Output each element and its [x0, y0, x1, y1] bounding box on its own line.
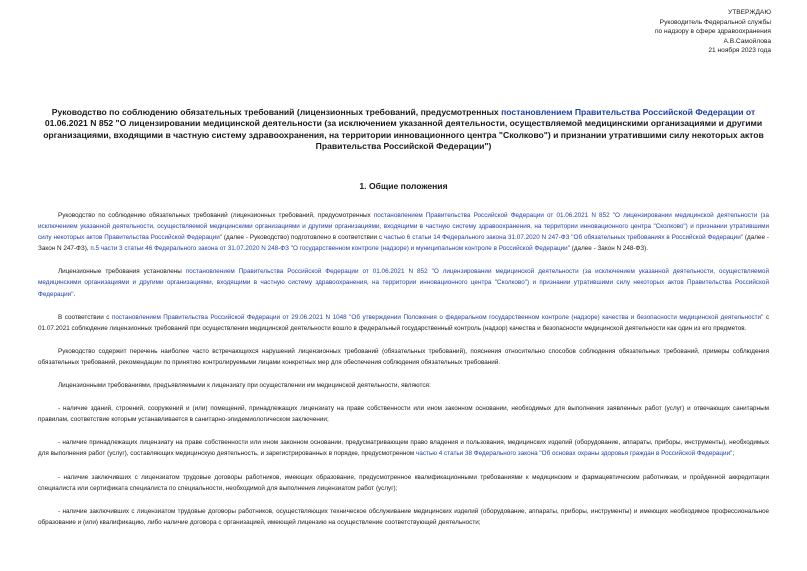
paragraph	[38, 437, 769, 459]
law-link[interactable]: постановлением Правительства Российской Федерации от 29.06.2021 N 1048 "Об утверждении Положения о федеральном государственном контроле (надзоре) качества и безопасности медицинской деятельности"	[111, 313, 764, 321]
paragraph-text: (далее - Закон N 247-ФЗ),	[38, 234, 769, 253]
paragraph: - наличие заключивших с лицензиатом трудовые договоры работников, осуществляющих техническое обслуживание медицинских изделий (оборудование, аппараты, приборы, инструменты) и имеющих необходимое профессиональное образование и (или) квалификацию, либо наличие договора с организацией, имеющей лицензию на осуществление соответствующей деятельности;	[38, 507, 769, 526]
paragraph: - наличие зданий, строений, сооружений и (или) помещений, принадлежащих лицензиату на праве собственности или ином законном основании, необходимых для выполнения заявленных работ (услуг) и отвечающих санитарным правилам, соответствие которым устанавливается в санитарно-эпидемиологическом заключении;	[38, 405, 769, 424]
approval-line: Руководитель Федеральной службы	[659, 18, 771, 26]
paragraph: - наличие заключивших с лицензиатом трудовые договоры работников, имеющих образование, предусмотренное квалификационными требованиями к медицинским и фармацевтическим работникам, и пройденной аккредитации специалиста или сертификата специалиста по специальности, необходимой для выполнения лицензиатом работ (услуг);	[38, 473, 769, 492]
law-link[interactable]: постановлением Правительства Российской Федерации от 01.06.2021 N 852 "О лицензировании медицинской деятельности (за исключением указанной деятельности, осуществляемой медицинскими организациями и другими организациями, входящими в частную систему здравоохранения, на территории инновационного центра "Сколково") и признании утратившими силу некоторых актов Правительства Российской Федерации"	[38, 268, 769, 298]
paragraph	[38, 266, 769, 299]
title-text: 01.06.2021 N 852 "О лицензировании медицинской деятельности (за исключением указанной деятельности, осуществляемой медицинскими организациями и другими организациями, входящими в частную систему здравоохранения, на территории инновационного центра "Сколково") и признании утратившими силу некоторых актов Правительства Российской Федерации")	[43, 118, 764, 152]
paragraph-text: Лицензионные требования установлены	[58, 268, 186, 276]
law-link[interactable]: постановлением Правительства Российской Федерации от 01.06.2021 N 852 "О лицензировании медицинской деятельности (за исключением указанной деятельности, осуществляемой медицинскими организациями и другими организациями, входящими в частную систему здравоохранения, на территории инновационного центра "Сколково") и признании утратившими силу некоторых актов Правительства Российской Федерации"	[38, 212, 769, 242]
document-title	[40, 107, 767, 153]
document-body	[38, 210, 769, 540]
law-link[interactable]: частью 4 статьи 38 Федерального закона "Об основах охраны здоровья граждан в Российской Федерации"	[416, 450, 733, 458]
paragraph: Руководство содержит перечень наиболее часто встречающихся нарушений лицензионных требований (обязательных требований), пояснения относительно способов соблюдения обязательных требований, примеры соблюдения обязательных требований, рекомендации по принятию контролируемыми лицами конкретных мер для обеспечения соблюдения обязательных требований.	[38, 347, 769, 366]
paragraph	[38, 312, 769, 334]
title-text: Руководство по соблюдению обязательных требований (лицензионных требований, предусмотренных	[51, 107, 502, 117]
law-link[interactable]: п.5 части 3 статьи 46 Федерального закона от 31.07.2020 N 248-ФЗ "О государственном контроле (надзоре) и муниципальном контроле в Российской Федерации"	[90, 245, 570, 253]
approval-line: по надзору в сфере здравоохранения	[654, 28, 771, 36]
paragraph-text: - наличие принадлежащих лицензиату на праве собственности или ином законном основании, предусматривающем право владения и пользования, медицинских изделий (оборудование, аппараты, приборы, инструменты), необходимых для выполнения работ (услуг), составляющих медицинскую деятельность, и зарегистрированных в порядке, предусмотренном	[38, 439, 769, 458]
paragraph-text: (далее - Руководство) подготовлено в соответствии с	[222, 234, 384, 242]
paragraph	[38, 210, 769, 254]
paragraph-text: В соответствии с	[58, 313, 112, 321]
approval-line: А.В.Самойлова	[723, 37, 771, 45]
law-link[interactable]: частью 6 статьи 14 Федерального закона 31.07.2020 N 247-ФЗ "Об обязательных требованиях в Российской Федерации"	[383, 234, 744, 242]
paragraph-text: (далее - Закон N 248-ФЗ).	[569, 245, 649, 253]
title-link[interactable]: постановлением Правительства Российской Федерации от	[501, 107, 756, 117]
paragraph-text: ;	[732, 450, 735, 458]
approval-block	[571, 8, 771, 56]
paragraph-text: с 01.07.2021 соблюдение лицензионных требований при осуществлении медицинской деятельности вошло в федеральный государственный контроль (надзор) качества и безопасности медицинской деятельности как один из его предметов.	[38, 313, 769, 332]
approval-line: 21 ноября 2023 года	[708, 47, 771, 55]
paragraph-text: Руководство по соблюдению обязательных требований (лицензионных требований, предусмотренных	[58, 212, 374, 219]
approval-line: УТВЕРЖДАЮ	[728, 9, 771, 16]
paragraph: Лицензионными требованиями, предъявляемыми к лицензиату при осуществлении им медицинской деятельности, являются:	[58, 382, 431, 390]
paragraph-text: .	[73, 290, 76, 298]
section-heading: 1. Общие положения	[359, 181, 448, 191]
